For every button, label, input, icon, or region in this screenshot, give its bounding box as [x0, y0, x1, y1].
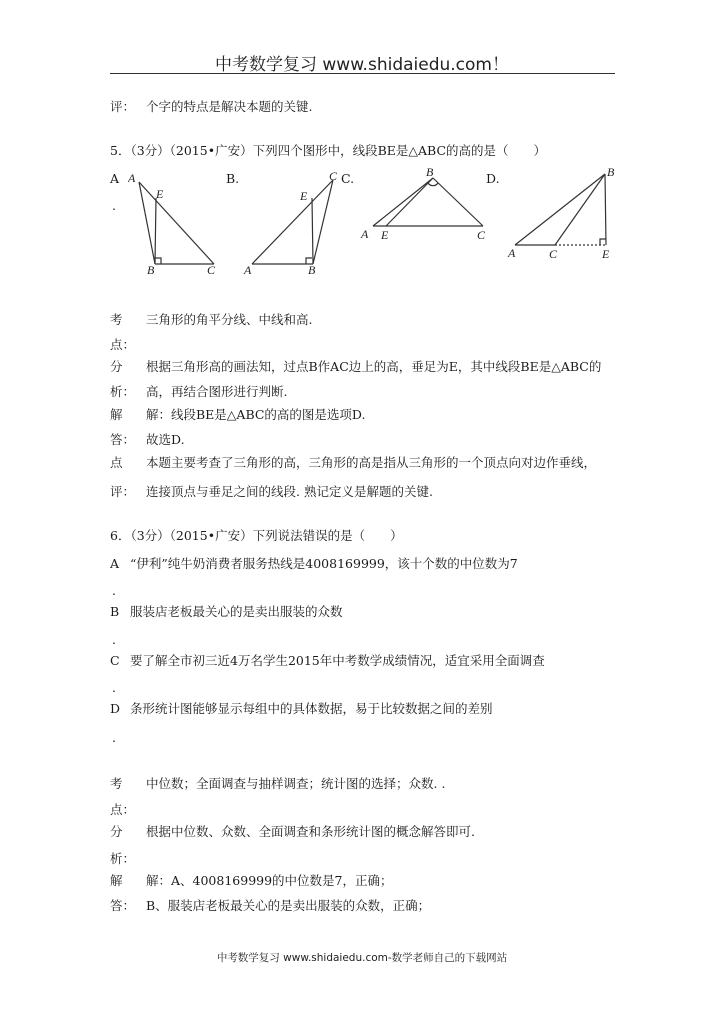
q5-option-d: D.	[486, 171, 500, 186]
fig-b-label-a: A	[244, 263, 252, 277]
fig-a-label-b: B	[147, 263, 155, 277]
q6-jie-label-2: 答：	[110, 898, 136, 913]
q5-fen-text-1: 根据三角形高的画法知，过点B作AC边上的高，垂足为E，其中线段BE是△ABC的	[146, 359, 602, 374]
q6-option-a-text: “伊利”纯牛奶消费者服务热线是4008169999，该十个数的中位数为7	[130, 556, 518, 571]
q5-kao-text: 三角形的角平分线、中线和高.	[146, 312, 313, 327]
q5-dian-text-1: 本题主要考查了三角形的高，三角形的高是指从三角形的一个顶点向对边作垂线，	[146, 455, 597, 470]
fig-b-label-e: E	[300, 189, 308, 203]
q5-option-b: B.	[226, 171, 240, 186]
q6-option-d-text: 条形统计图能够显示每组中的具体数据，易于比较数据之间的差别	[130, 701, 493, 716]
q6-option-c-letter: C	[110, 653, 120, 668]
q5-option-a: A	[110, 171, 120, 186]
fig-d-label-c: C	[549, 247, 558, 261]
q5-jie-label-2: 答：	[110, 432, 136, 447]
q6-kao-label: 考	[110, 776, 123, 791]
q6-jie-text-2: B、服装店老板最关心的是卖出服装的众数，正确；	[146, 898, 431, 913]
q5-dian-text-2: 连接顶点与垂足之间的线段. 熟记定义是解题的关键.	[146, 484, 433, 499]
q6-jie-text-1: 解：A、4008169999的中位数是7，正确；	[146, 873, 393, 888]
q6-fen-label: 分	[110, 824, 123, 839]
q5-figure-c	[358, 164, 493, 246]
header-rule	[110, 73, 615, 74]
q5-fen-label: 分	[110, 359, 123, 374]
fig-b-label-c: C	[329, 169, 338, 183]
q6-kao-label-2: 点：	[110, 802, 136, 817]
q6-fen-text-1: 根据中位数、众数、全面调查和条形统计图的概念解答即可.	[146, 824, 475, 839]
q6-option-b-text: 服装店老板最关心的是卖出服装的众数	[130, 604, 343, 619]
q5-stem: 5．（3分）（2015•广安）下列四个图形中，线段BE是△ABC的高的是（ ）	[110, 143, 547, 158]
q5-figure-a	[128, 168, 223, 278]
fig-d-label-b: B	[607, 165, 615, 179]
q6-option-c-dot: .	[112, 680, 116, 695]
top-comment-text: 个字的特点是解决本题的关键.	[146, 99, 313, 114]
fig-b-label-b: B	[308, 263, 316, 277]
q5-kao-label-2: 点：	[110, 337, 136, 352]
q5-fen-label-2: 析：	[110, 384, 136, 399]
fig-a-label-e: E	[156, 187, 164, 201]
q6-option-b-dot: .	[112, 632, 116, 647]
q5-figure-d	[505, 164, 630, 264]
q5-kao-label: 考	[110, 312, 123, 327]
fig-c-label-b: B	[426, 165, 434, 179]
page-header: 中考数学复习 www.shidaiedu.com！	[215, 55, 509, 75]
q5-option-a-dot: .	[112, 198, 116, 213]
q5-jie-text-2: 故选D.	[146, 432, 185, 447]
fig-a-label-a: A	[128, 171, 136, 185]
q6-fen-label-2: 析：	[110, 851, 136, 866]
q5-dian-label: 点	[110, 455, 123, 470]
q5-jie-text-1: 解：线段BE是△ABC的高的图是选项D.	[146, 407, 366, 422]
fig-c-label-a: A	[361, 227, 369, 241]
q6-option-a-dot: .	[112, 583, 116, 598]
fig-d-label-a: A	[508, 246, 516, 260]
q5-figure-b	[240, 168, 345, 278]
q6-kao-text: 中位数；全面调查与抽样调查；统计图的选择；众数. .	[146, 776, 446, 791]
fig-c-label-c: C	[477, 228, 486, 242]
q6-option-a-letter: A	[110, 556, 120, 571]
fig-a-label-c: C	[207, 263, 216, 277]
q6-option-d-dot: .	[112, 730, 116, 745]
q6-option-b-letter: B	[110, 604, 120, 619]
q6-option-c-text: 要了解全市初三近4万名学生2015年中考数学成绩情况，适宜采用全面调查	[130, 653, 545, 668]
q5-option-c: C.	[341, 171, 355, 186]
q6-option-d-letter: D	[110, 701, 121, 716]
top-comment-label: 评：	[110, 99, 136, 114]
q5-jie-label: 解	[110, 407, 123, 422]
page-footer: 中考数学复习 www.shidaiedu.com-数学老师自己的下载网站	[216, 952, 508, 964]
fig-d-label-e: E	[602, 247, 610, 261]
fig-c-label-e: E	[381, 228, 389, 242]
q5-fen-text-2: 高，再结合图形进行判断.	[146, 384, 288, 399]
q5-dian-label-2: 评：	[110, 484, 136, 499]
q6-jie-label: 解	[110, 873, 123, 888]
q6-stem: 6．（3分）（2015•广安）下列说法错误的是（ ）	[110, 528, 403, 543]
